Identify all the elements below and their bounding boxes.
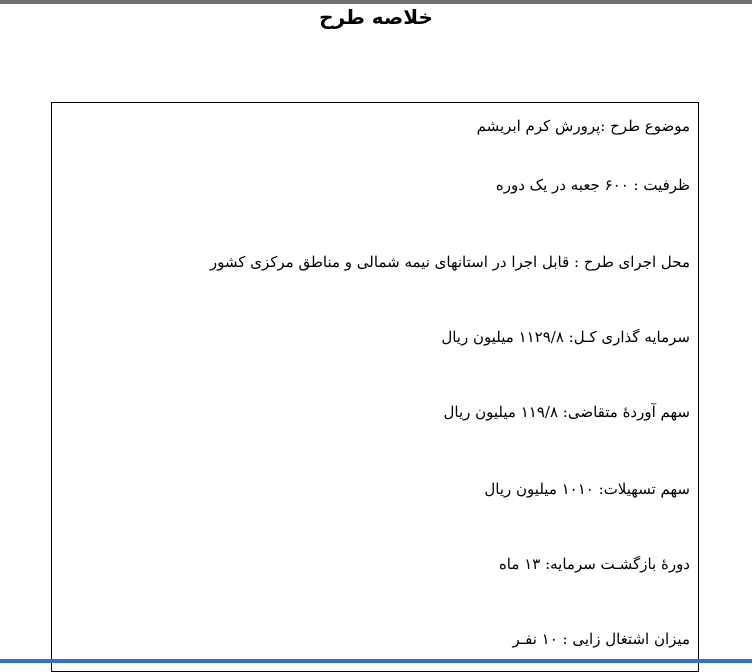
- row-label: موضوع طرح: [610, 117, 690, 135]
- row-label: ظرفیت: [643, 176, 690, 194]
- row-separator: :: [540, 555, 551, 573]
- row-separator: :: [569, 253, 584, 271]
- row-label: میزان اشتغال زایی: [572, 630, 690, 648]
- row-separator: :: [558, 403, 568, 421]
- row-label: سهم آوردهٔ متقاضی: [567, 403, 690, 421]
- row-applicant-share: [60, 402, 690, 422]
- row-payback-period: [60, 554, 690, 574]
- row-separator: :: [563, 328, 574, 346]
- row-value: ۱۳ ماه: [498, 555, 541, 573]
- row-label: سرمایه گذاری کـل: [573, 328, 690, 346]
- bottom-window-border: [0, 659, 752, 663]
- row-value: ۱۱۹/۸ میلیون ریال: [443, 403, 559, 421]
- row-employment: [60, 629, 690, 649]
- row-project-subject: [60, 116, 690, 136]
- summary-box: [51, 102, 699, 672]
- row-value: ۱۰۱۰ میلیون ریال: [484, 480, 594, 498]
- row-separator: :: [557, 630, 573, 648]
- row-separator: :: [628, 176, 644, 194]
- row-separator: :: [600, 117, 611, 135]
- row-label: دورهٔ بازگشـت سرمایه: [550, 555, 690, 573]
- row-separator: :: [593, 480, 604, 498]
- row-value: قابل اجرا در استانهای نیمه شمالی و مناطق مرکزی کشور: [209, 253, 570, 271]
- row-capacity: [60, 175, 690, 195]
- row-label: محل اجرای طرح: [583, 253, 690, 271]
- row-value: ۱۰ نفـر: [512, 630, 558, 648]
- row-value: ۶۰۰ جعبه در یک دوره: [495, 176, 629, 194]
- row-value: ۱۱۲۹/۸ میلیون ریال: [441, 328, 564, 346]
- document-title: خلاصه طرح: [319, 5, 433, 29]
- row-location: [60, 252, 690, 272]
- row-facilities-share: [60, 479, 690, 499]
- row-label: سهم تسهیلات: [603, 480, 690, 498]
- row-total-investment: [60, 327, 690, 347]
- row-value: پرورش کرم ابریشم: [476, 117, 601, 135]
